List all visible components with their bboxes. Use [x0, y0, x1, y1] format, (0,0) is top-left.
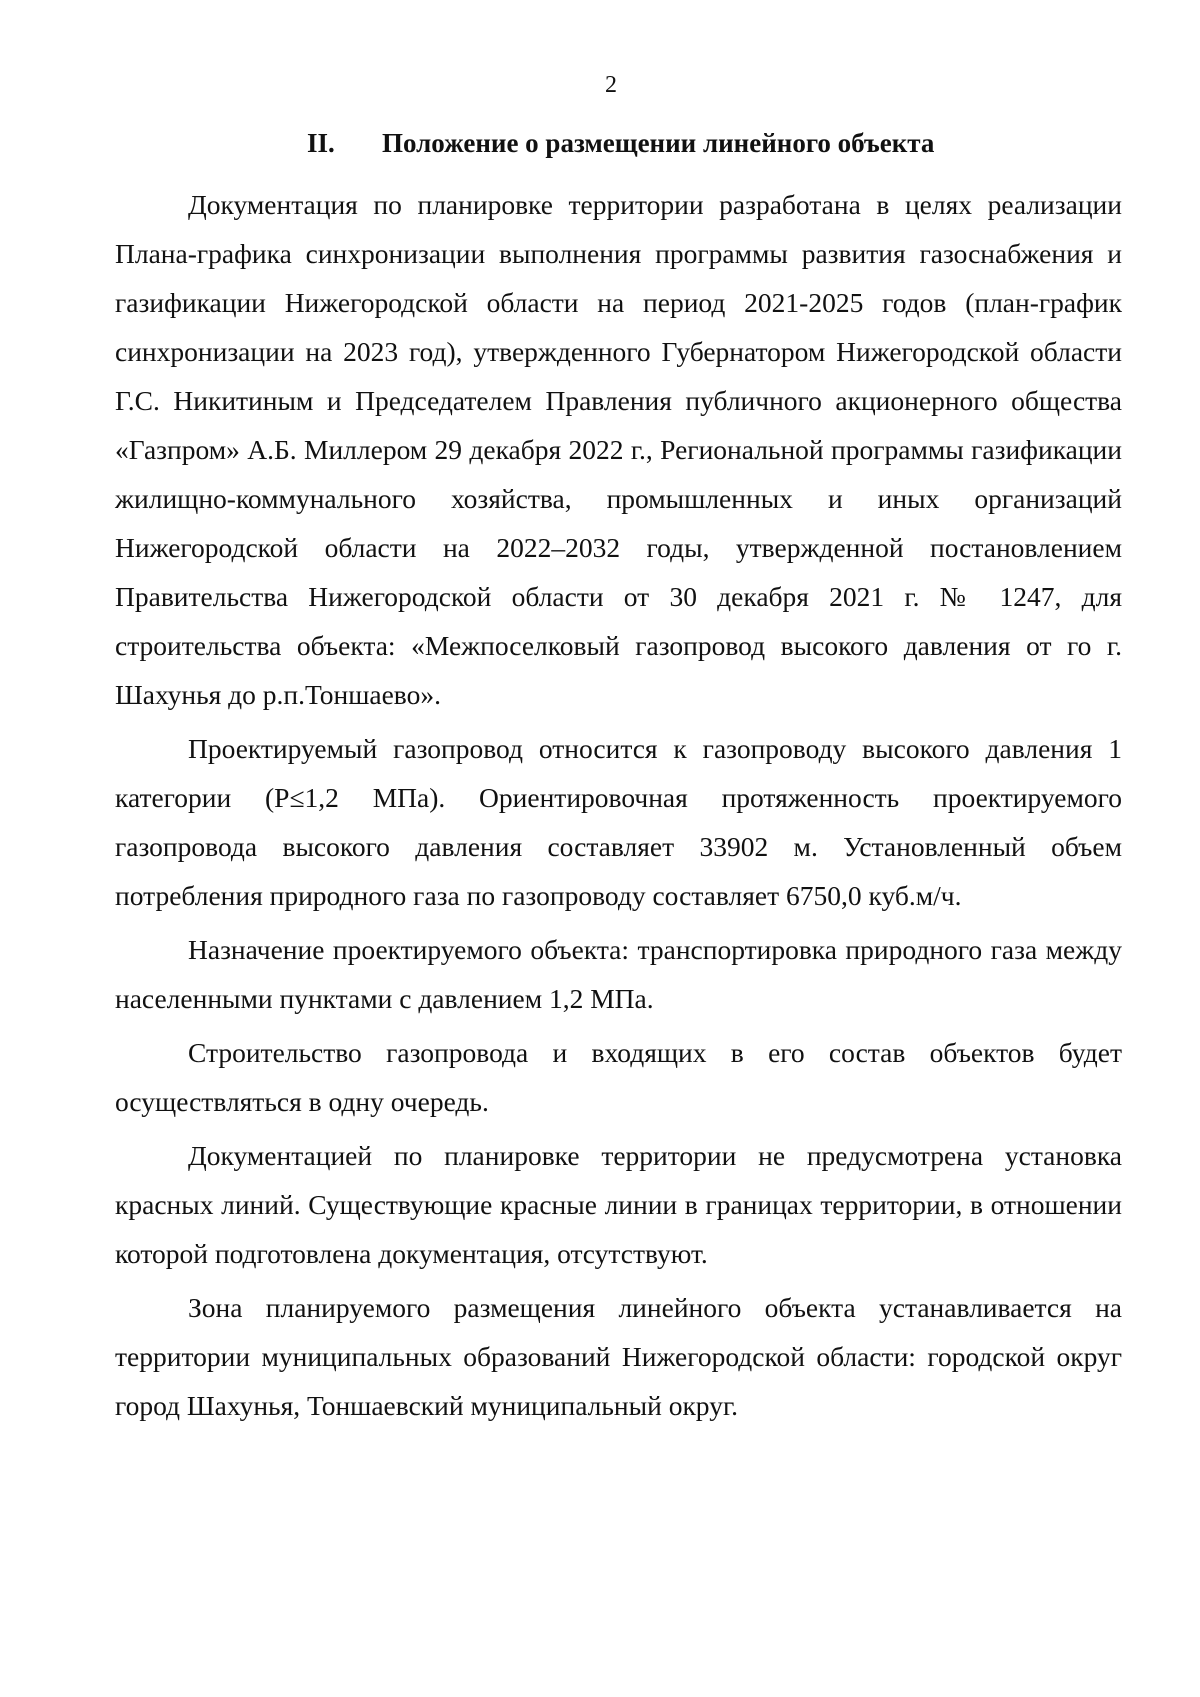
paragraph-purpose: Документация по планировке территории разработана в целях реализации Плана-графика синхронизации выполнения программы развития газоснабжения и газификации Нижегородской области на период 2021-2025 годов (план-график синхронизации на 2023 год), утвержденного Губернатором Нижегородской области Г.С. Никитиным и Председателем Правления публичного акционерного общества «Газпром» А.Б. Миллером 29 декабря 2022 г., Региональной программы газификации жилищно-коммунального хозяйства, промышленных и иных организаций Нижегородской области на 2022–2032 годы, утвержденной постановлением Правительства Нижегородской области от 30 декабря 2021 г. № 1247, для строительства объекта: «Межпоселковый газопровод высокого давления от го г. Шахунья до р.п.Тоншаево». — [115, 189, 1122, 710]
paragraph-construction-stage: Строительство газопровода и входящих в его состав объектов будет осуществляться в одну очередь. — [115, 1037, 1122, 1117]
paragraph-pipeline-specs: Проектируемый газопровод относится к газопроводу высокого давления 1 категории (Р≤1,2 МПа). Ориентировочная протяженность проектируемого газопровода высокого давления составляет 33902 м. Установленный объем потребления природного газа по газопроводу составляет 6750,0 куб.м/ч. — [115, 733, 1122, 911]
body-text — [115, 180, 1122, 1435]
paragraph-red-lines: Документацией по планировке территории не предусмотрена установка красных линий. Существующие красные линии в границах территории, в отношении которой подготовлена документация, отсутствуют. — [115, 1140, 1122, 1269]
section-title: Положение о размещении линейного объекта — [382, 128, 935, 158]
page-number: 2 — [605, 72, 617, 98]
section-number: II. — [307, 128, 335, 158]
paragraph-object-purpose: Назначение проектируемого объекта: транспортировка природного газа между населенными пунктами с давлением 1,2 МПа. — [115, 934, 1122, 1014]
paragraph-placement-zone: Зона планируемого размещения линейного объекта устанавливается на территории муниципальных образований Нижегородской области: городской округ город Шахунья, Тоншаевский муниципальный округ. — [115, 1292, 1122, 1421]
